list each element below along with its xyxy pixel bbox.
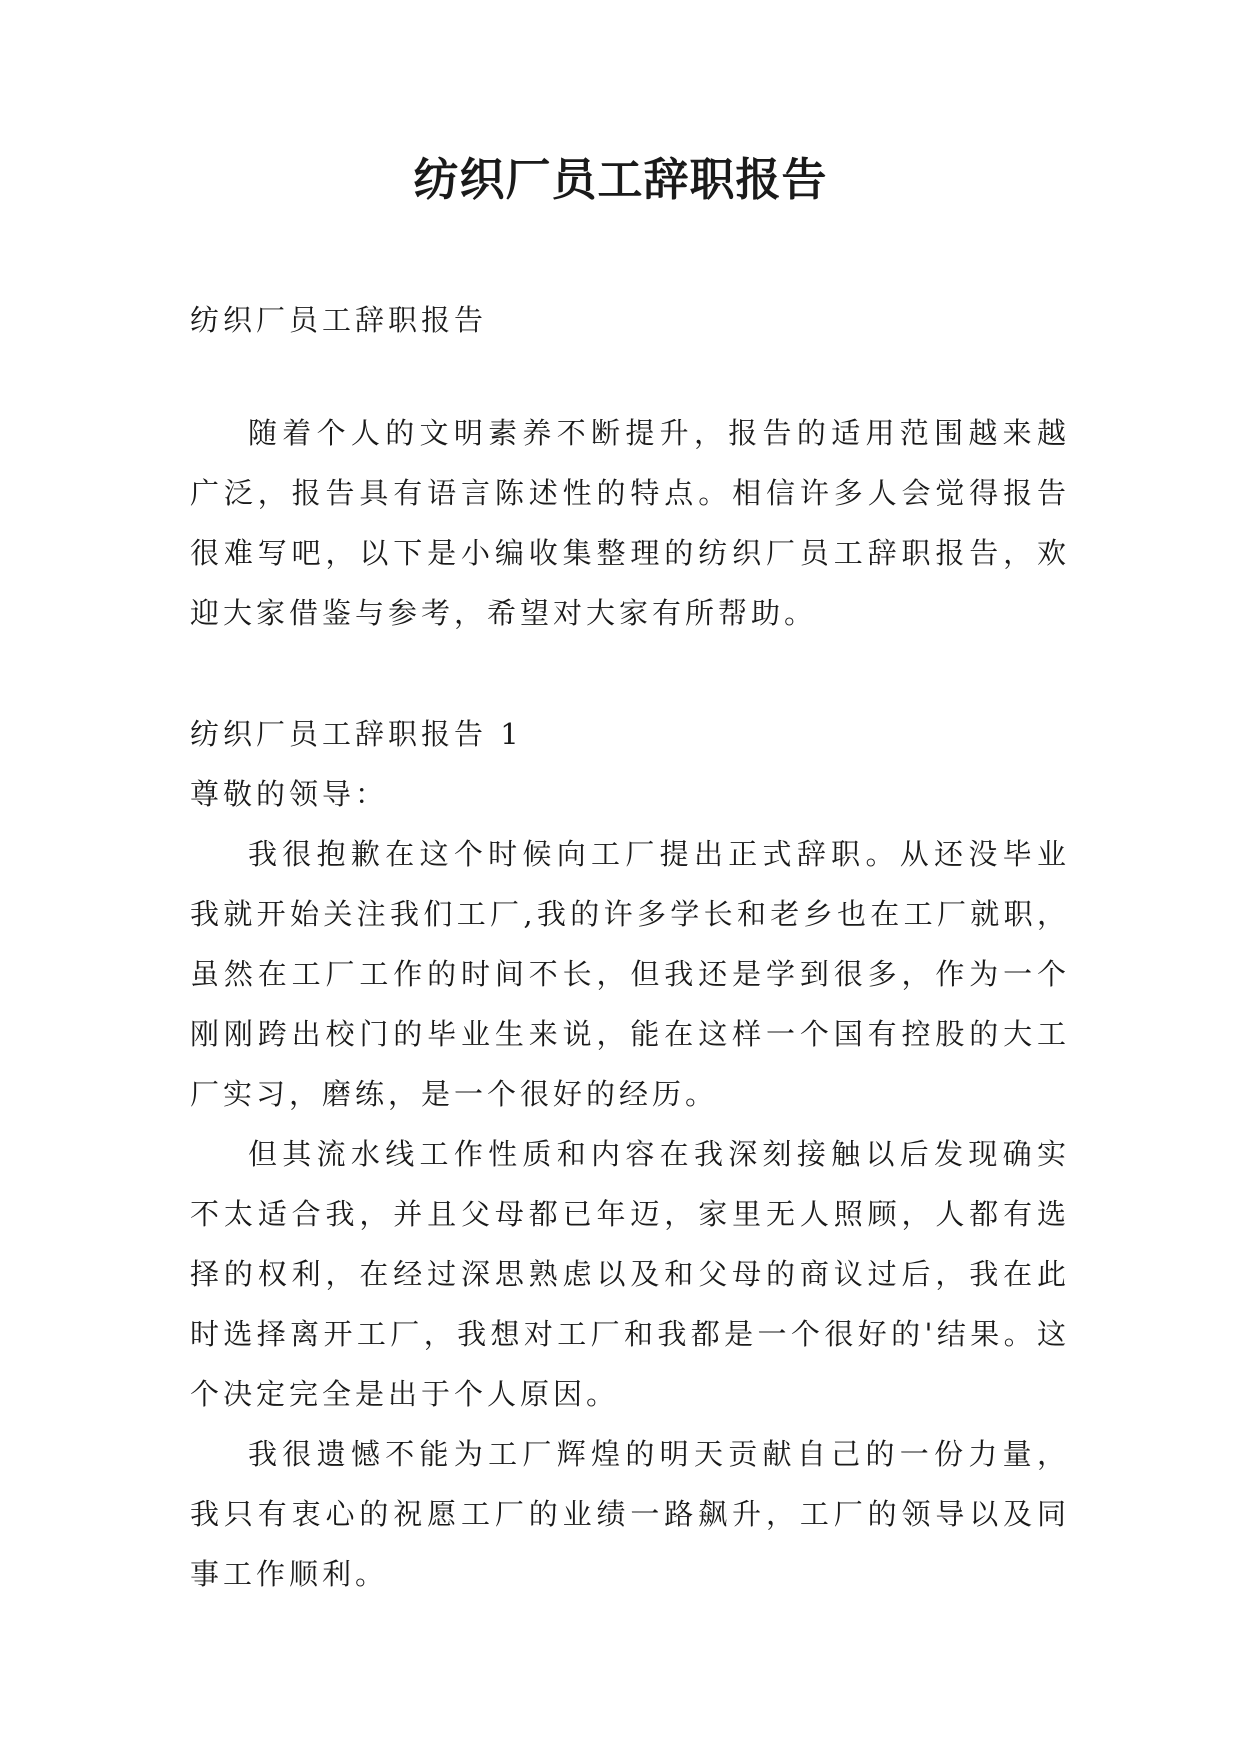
document-title: 纺织厂员工辞职报告 <box>413 153 828 206</box>
body-paragraph-2: 但其流水线工作性质和内容在我深刻接触以后发现确实不太适合我，并且父母都已年迈，家里无人照顾，人都有选择的权利，在经过深思熟虑以及和父母的商议过后，我在此时选择离开工厂，我想对工厂和我都是一个很好的'结果。这个决定完全是出于个人原因。 <box>190 1137 1070 1411</box>
body-paragraph-3: 我很遗憾不能为工厂辉煌的明天贡献自己的一份力量，我只有衷心的祝愿工厂的业绩一路飙升，工厂的领导以及同事工作顺利。 <box>190 1437 1070 1591</box>
intro-paragraph: 随着个人的文明素养不断提升，报告的适用范围越来越广泛，报告具有语言陈述性的特点。相信许多人会觉得报告很难写吧，以下是小编收集整理的纺织厂员工辞职报告，欢迎大家借鉴与参考，希望对大家有所帮助。 <box>190 416 1070 630</box>
document-body <box>190 290 1070 1604</box>
body-paragraph-1: 我很抱歉在这个时候向工厂提出正式辞职。从还没毕业我就开始关注我们工厂,我的许多学长和老乡也在工厂就职，虽然在工厂工作的时间不长，但我还是学到很多，作为一个刚刚跨出校门的毕业生来说，能在这样一个国有控股的大工厂实习，磨练，是一个很好的经历。 <box>190 837 1070 1111</box>
section-heading: 纺织厂员工辞职报告 1 <box>190 717 523 751</box>
document-subtitle: 纺织厂员工辞职报告 <box>190 303 488 337</box>
salutation: 尊敬的领导： <box>190 777 389 811</box>
